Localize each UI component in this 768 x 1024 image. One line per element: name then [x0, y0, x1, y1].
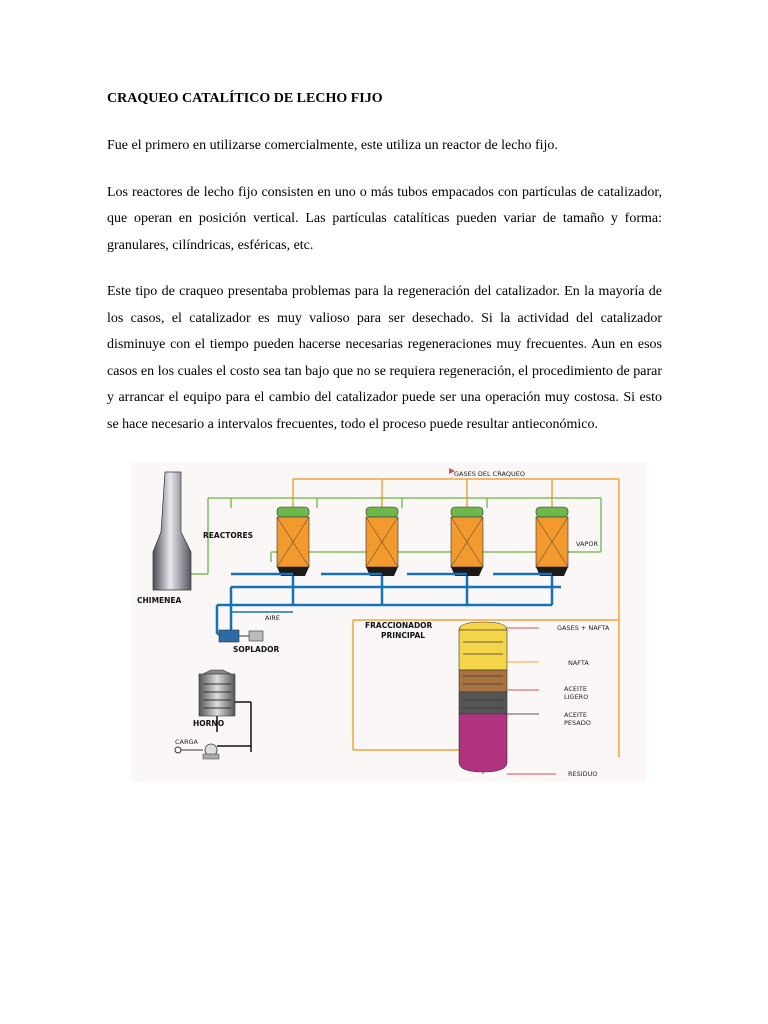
gases-nafta-label: GASES + NAFTA: [557, 624, 610, 632]
aire-label: AIRE: [265, 614, 280, 622]
reactor-4: [536, 507, 568, 576]
reactores-label: REACTORES: [203, 531, 253, 540]
document-body: [107, 88, 662, 438]
furnace: [199, 670, 251, 752]
document-title: CRAQUEO CATALÍTICO DE LECHO FIJO: [107, 91, 383, 106]
vapor-label: VAPOR: [576, 540, 599, 548]
aceite-ligero-label-1: ACEITE: [564, 685, 587, 693]
reactor-2: [366, 507, 398, 576]
chimney: [153, 472, 191, 590]
aceite-ligero-label-2: LIGERO: [564, 693, 589, 701]
soplador-label: SOPLADOR: [233, 645, 280, 654]
gases-craqueo-label: GASES DEL CRAQUEO: [454, 470, 525, 478]
nafta-label: NAFTA: [568, 659, 589, 667]
aceite-pesado-label-2: PESADO: [564, 719, 591, 727]
paragraph-3: Este tipo de craqueo presentaba problemas para la regeneración del catalizador. En la mayoría de los casos, el catalizador es muy valioso para ser desechado. Si la actividad del catalizador disminuye con el tiempo pueden hacerse necesarias regeneraciones muy frecuentes. Aun en esos casos en los cuales el costo sea tan bajo que no se requiera regeneración, el procedimiento de parar y arrancar el equipo para el cambio del catalizador puede ser una operación muy costosa. Si esto se hace necesario a intervalos frecuentes, todo el proceso puede resultar antieconómico.: [107, 284, 662, 432]
blower: [219, 630, 263, 642]
fractionator: [459, 622, 507, 772]
process-diagram: [131, 462, 646, 782]
chimenea-label: CHIMENEA: [137, 596, 182, 605]
paragraph-1: Fue el primero en utilizarse comercialmente, este utiliza un reactor de lecho fijo.: [107, 138, 558, 153]
fraccionador-label: FRACCIONADOR: [365, 621, 433, 630]
aceite-pesado-label-1: ACEITE: [564, 711, 587, 719]
reactor-1: [277, 507, 309, 576]
carga-label: CARGA: [175, 738, 198, 746]
principal-label: PRINCIPAL: [381, 631, 426, 640]
feed-pump: [175, 744, 219, 759]
residuo-label: RESIDUO: [568, 770, 598, 778]
fixed-bed-cracking-diagram: [131, 462, 646, 782]
horno-label: HORNO: [193, 719, 225, 728]
reactor-3: [451, 507, 483, 576]
paragraph-2: Los reactores de lecho fijo consisten en uno o más tubos empacados con partículas de catalizador, que operan en posición vertical. Las partículas catalíticas pueden variar de tamaño y forma: granulares, cilíndricas, esféricas, etc.: [107, 184, 662, 253]
